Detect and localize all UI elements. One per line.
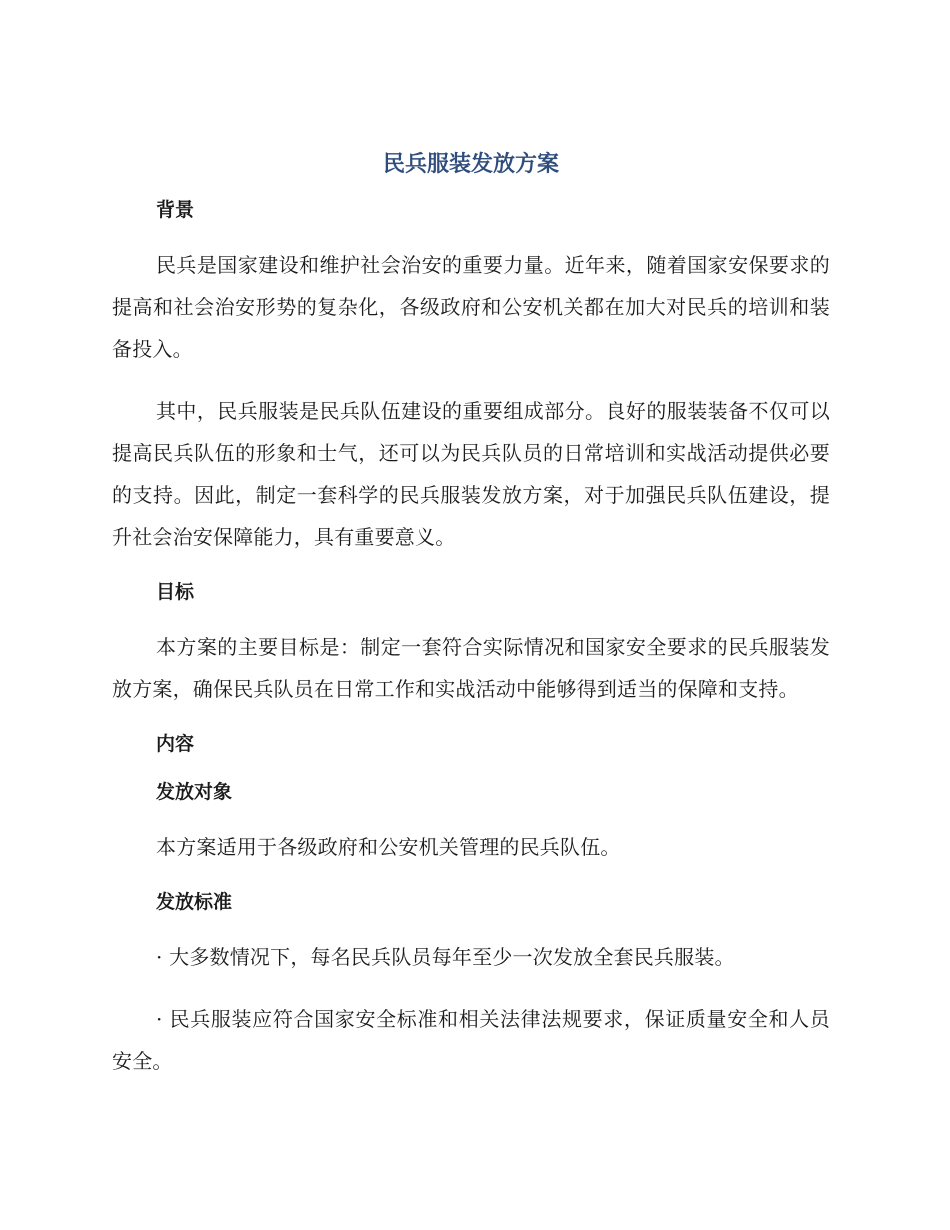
section-heading-standards: 发放标准 bbox=[156, 891, 233, 913]
standards-bullet-2: · 民兵服装应符合国家安全标准和相关法律法规要求，保证质量安全和人员安全。 bbox=[112, 1007, 830, 1073]
section-heading-content: 内容 bbox=[156, 733, 195, 755]
document-title: 民兵服装发放方案 bbox=[382, 152, 559, 177]
section-heading-background: 背景 bbox=[156, 199, 195, 221]
recipients-paragraph: 本方案适用于各级政府和公安机关管理的民兵队伍。 bbox=[156, 835, 621, 859]
standards-bullet-1: · 大多数情况下，每名民兵队员每年至少一次发放全套民兵服装。 bbox=[156, 945, 735, 969]
section-heading-goal: 目标 bbox=[156, 581, 195, 603]
background-paragraph-2: 其中，民兵服装是民兵队伍建设的重要组成部分。良好的服装装备不仅可以提高民兵队伍的形象和士气，还可以为民兵队员的日常培训和实战活动提供必要的支持。因此，制定一套科学的民兵服装发放方案，对于加强民兵队伍建设，提升社会治安保障能力，具有重要意义。 bbox=[112, 399, 830, 549]
document-page bbox=[112, 130, 830, 1102]
section-heading-recipients: 发放对象 bbox=[156, 781, 233, 803]
goal-paragraph: 本方案的主要目标是：制定一套符合实际情况和国家安全要求的民兵服装发放方案，确保民兵队员在日常工作和实战活动中能够得到适当的保障和支持。 bbox=[112, 635, 830, 701]
background-paragraph-1: 民兵是国家建设和维护社会治安的重要力量。近年来，随着国家安保要求的提高和社会治安形势的复杂化，各级政府和公安机关都在加大对民兵的培训和装备投入。 bbox=[112, 253, 830, 361]
